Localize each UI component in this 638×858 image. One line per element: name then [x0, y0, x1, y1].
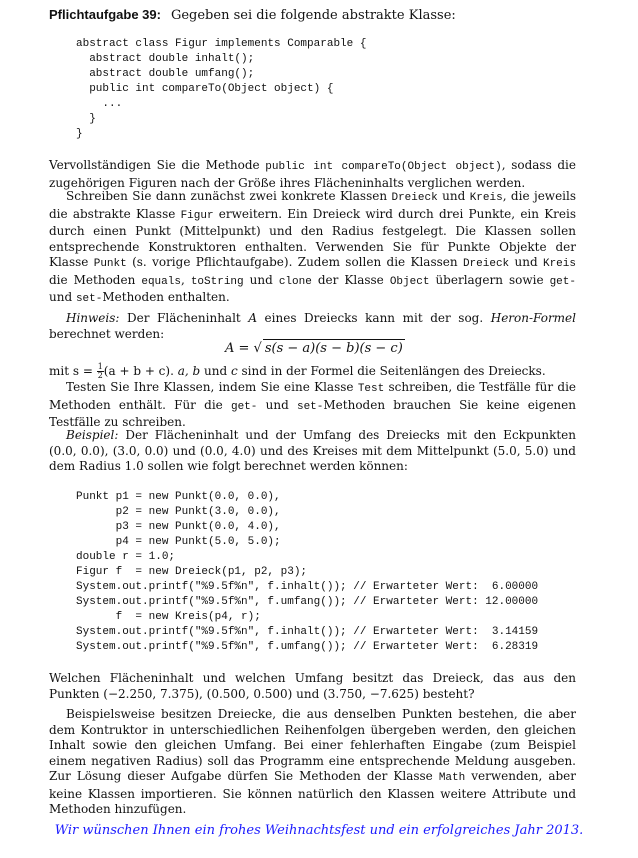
task-heading	[49, 6, 456, 25]
example-code: Punkt p1 = new Punkt(0.0, 0.0), p2 = new Punkt(3.0, 0.0), p3 = new Punkt(0.0, 4.0), p4 = new Punkt(5.0, 5.0); double r = 1.0; Figur f = new Dreieck(p1, p2, p3); System.out.printf("%9.5f%n", f.inhalt()); // Erwarteter Wert: 6.00000 System.out.printf("%9.5f%n", f.umfang()); // Erwarteter Wert: 12.00000 f = new Kreis(p4, r); System.out.printf("%9.5f%n", f.inhalt()); // Erwarteter Wert: 3.14159 System.out.printf("%9.5f%n", f.umfang()); // Erwarteter Wert: 6.28319	[76, 491, 539, 653]
holiday-greeting: Wir wünschen Ihnen ein frohes Weihnachtsfest und ein erfolgreiches Jahr 2013.	[54, 823, 584, 838]
fraction-half: $\frac{1}{2}$	[97, 362, 103, 380]
paragraph-remarks: Beispielsweise besitzen Dreiecke, die aus denselben Punkten bestehen, die aber dem Kontruktor in unterschiedlichen Reihenfolgen übergeben werden, den gleichen Inhalt sowie den gleichen Umfang. Bei einer fehlerhaften Eingabe (zum Beispiel einem negativen Radius) soll das Programm eine entsprechende Meldung ausgeben. Zur Lösung dieser Aufgabe dürfen Sie Methoden der Klasse Math verwenden, aber keine Klassen importieren. Sie können natürlich den Klassen weitere Attribute und Methoden hinzufügen.	[49, 707, 577, 816]
paragraph-compareto: Vervollständigen Sie die Methode public int compareTo(Object object), sodass die zugehörigen Figuren nach der Größe ihres Flächeninhalts verglichen werden.	[49, 158, 576, 190]
paragraph-s-definition: mit s = $\frac{1}{2}$ (a + b + c). a, b und c sind in der Formel die Seitenlängen des Dreiecks.	[49, 362, 546, 380]
paragraph-classes: Schreiben Sie dann zunächst zwei konkrete Klassen Dreieck und Kreis, die jeweils die abstrakte Klasse Figur erweitern. Ein Dreieck wird durch drei Punkte, ein Kreis durch einen Punkt (Mittelpunkt) und den Radius festgelegt. Die Klassen sollen entsprechende Konstruktoren enthalten. Verwenden Sie für Punkte Objekte der Klasse Punkt (s. vorige Pflichtaufgabe). Zudem sollen die Klassen Dreieck und Kreis die Methoden equals, toString und clone der Klasse Object überlagern sowie get- und set-Methoden enthalten.	[49, 189, 576, 305]
task-label: Pflichtaufgabe 39:	[49, 7, 161, 22]
task-intro: Gegeben sei die folgende abstrakte Klasse:	[170, 8, 456, 23]
paragraph-example: Beispiel: Der Flächeninhalt und der Umfang des Dreiecks mit den Eckpunkten (0.0, 0.0), (3.0, 0.0) und (0.0, 4.0) und des Kreises mit dem Mittelpunkt (5.0, 5.0) und dem Radius 1.0 sollen wie folgt berechnet werden können:	[49, 428, 576, 473]
abstract-class-code: abstract class Figur implements Comparable { abstract double inhalt(); abstract double umfang(); public int compareTo(Object object) { ... } }	[76, 38, 367, 140]
heron-formula: A = √ s(s − a)(s − b)(s − c)	[225, 341, 403, 356]
paragraph-question: Welchen Flächeninhalt und welchen Umfang besitzt das Dreieck, das aus den Punkten (−2.250, 7.375), (0.500, 0.500) und (3.750, −7.625) besteht?	[49, 671, 576, 701]
hint-label: Hinweis:	[66, 311, 120, 325]
paragraph-hint: Hinweis: Der Flächeninhalt A eines Dreiecks kann mit der sog. Heron-Formel berechnet werden:	[49, 311, 576, 341]
example-label: Beispiel:	[66, 428, 119, 442]
paragraph-testing: Testen Sie Ihre Klassen, indem Sie eine Klasse Test schreiben, die Testfälle für die Methoden enthält. Für die get- und set-Methoden brauchen Sie keine eigenen Testfälle zu schreiben.	[49, 380, 577, 429]
